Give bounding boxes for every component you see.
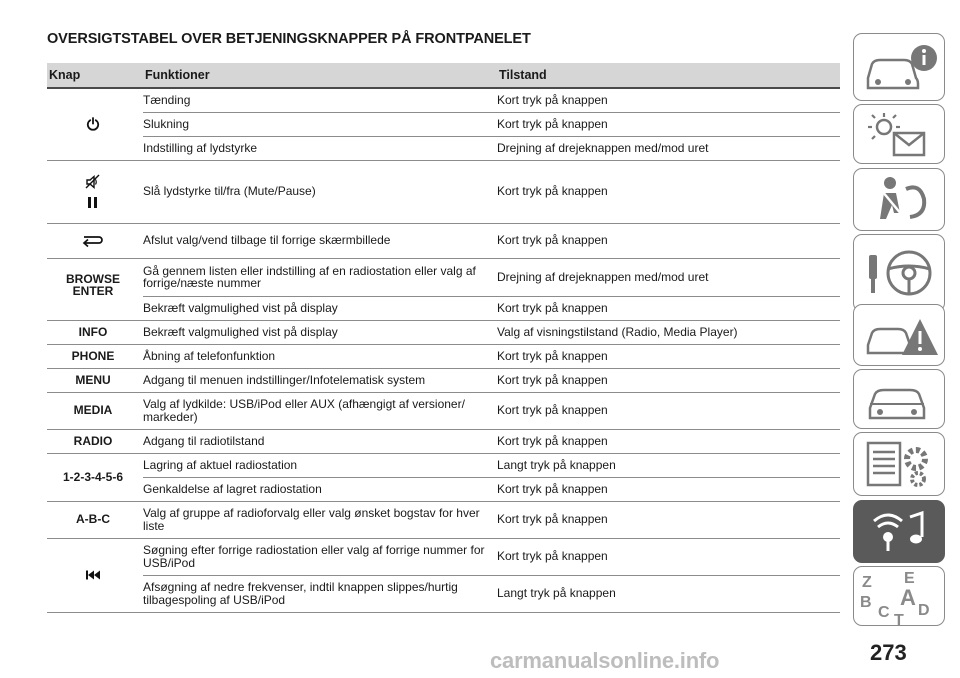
index-letter: A	[900, 585, 916, 610]
function-cell: Valg af lydkilde: USB/iPod eller AUX (afhængigt af versioner/ markeder)	[143, 392, 497, 429]
knap-cell: INFO	[47, 320, 143, 344]
mute-pause-icon	[83, 172, 103, 212]
index-tab[interactable]	[853, 566, 945, 626]
function-cell: Lagring af aktuel radiostation	[143, 453, 497, 477]
state-cell: Valg af visningstilstand (Radio, Media Player)	[497, 320, 840, 344]
table-row	[47, 112, 840, 136]
state-cell: Kort tryk på knappen	[497, 296, 840, 320]
list-gear-icon	[854, 433, 946, 497]
knap-cell	[47, 88, 143, 160]
table-row	[47, 368, 840, 392]
seatbelt-airbag-icon	[854, 169, 946, 232]
function-cell: Slukning	[143, 112, 497, 136]
state-cell: Drejning af drejeknappen med/mod uret	[497, 258, 840, 296]
warning-lights-icon	[854, 105, 946, 165]
state-cell: Kort tryk på knappen	[497, 160, 840, 223]
key-steering-wheel-icon	[854, 235, 946, 313]
knap-cell: MEDIA	[47, 392, 143, 429]
table-header-row	[47, 63, 840, 88]
table-row	[47, 575, 840, 612]
table-row	[47, 160, 840, 223]
table-row	[47, 88, 840, 112]
index-letter: D	[918, 602, 930, 619]
function-cell: Gå gennem listen eller indstilling af en radiostation eller valg af forrige/næste nummer	[143, 258, 497, 296]
knap-cell: A-B-C	[47, 501, 143, 538]
table-row	[47, 429, 840, 453]
watermark: carmanualsonline.info	[490, 648, 720, 673]
function-cell: Søgning efter forrige radiostation eller valg af forrige nummer for USB/iPod	[143, 538, 497, 575]
safety-tab[interactable]	[853, 168, 945, 231]
table-row	[47, 453, 840, 477]
knap-cell	[47, 160, 143, 223]
state-cell: Kort tryk på knappen	[497, 538, 840, 575]
function-cell: Slå lydstyrke til/fra (Mute/Pause)	[143, 160, 497, 223]
music-signal-icon	[854, 501, 946, 564]
table-row	[47, 296, 840, 320]
index-letter: C	[878, 604, 890, 621]
state-cell: Langt tryk på knappen	[497, 453, 840, 477]
state-cell: Kort tryk på knappen	[497, 368, 840, 392]
header-tilstand: Tilstand	[497, 63, 840, 88]
power-icon	[85, 116, 101, 132]
controls-table	[47, 63, 840, 613]
knap-cell: BROWSE ENTER	[47, 258, 143, 320]
page-title: OVERSIGTSTABEL OVER BETJENINGSKNAPPER PÅ FRONTPANELET	[47, 31, 531, 47]
function-cell: Adgang til radiotilstand	[143, 429, 497, 453]
table-row	[47, 258, 840, 296]
knap-cell: MENU	[47, 368, 143, 392]
table-row	[47, 320, 840, 344]
state-cell: Kort tryk på knappen	[497, 429, 840, 453]
state-cell: Kort tryk på knappen	[497, 392, 840, 429]
state-cell: Drejning af drejeknappen med/mod uret	[497, 136, 840, 160]
knap-cell: RADIO	[47, 429, 143, 453]
maintenance-tab[interactable]	[853, 369, 945, 429]
knap-cell	[47, 223, 143, 258]
function-cell: Genkaldelse af lagret radiostation	[143, 477, 497, 501]
function-cell: Tænding	[143, 88, 497, 112]
index-letter: B	[860, 594, 872, 611]
table-row	[47, 538, 840, 575]
car-info-tab[interactable]	[853, 33, 945, 101]
state-cell: Kort tryk på knappen	[497, 112, 840, 136]
function-cell: Afsøgning af nedre frekvenser, indtil knappen slippes/hurtig tilbagespoling af USB/iPod	[143, 575, 497, 612]
multimedia-tab[interactable]	[853, 500, 945, 563]
function-cell: Valg af gruppe af radioforvalg eller valg ønsket bogstav for hver liste	[143, 501, 497, 538]
back-icon	[81, 234, 105, 248]
table-row	[47, 136, 840, 160]
header-knap: Knap	[47, 63, 143, 88]
table-row	[47, 344, 840, 368]
emergency-tab[interactable]	[853, 304, 945, 366]
car-info-icon	[854, 34, 946, 102]
car-service-icon	[854, 370, 946, 430]
state-cell: Kort tryk på knappen	[497, 477, 840, 501]
state-cell: Kort tryk på knappen	[497, 223, 840, 258]
table-row	[47, 501, 840, 538]
table-row	[47, 223, 840, 258]
warning-lights-tab[interactable]	[853, 104, 945, 164]
index-letter: E	[904, 570, 915, 587]
warning-triangle-icon	[854, 305, 946, 367]
starting-driving-tab[interactable]	[853, 234, 945, 312]
alphabet-index-icon	[854, 567, 946, 627]
table-row	[47, 392, 840, 429]
header-funktioner: Funktioner	[143, 63, 497, 88]
knap-cell: PHONE	[47, 344, 143, 368]
function-cell: Bekræft valgmulighed vist på display	[143, 320, 497, 344]
skip-previous-icon	[85, 569, 101, 581]
knap-cell	[47, 538, 143, 612]
state-cell: Kort tryk på knappen	[497, 344, 840, 368]
knap-cell: 1-2-3-4-5-6	[47, 453, 143, 501]
function-cell: Afslut valg/vend tilbage til forrige skærmbillede	[143, 223, 497, 258]
state-cell: Langt tryk på knappen	[497, 575, 840, 612]
index-letter: T	[894, 612, 904, 627]
function-cell: Adgang til menuen indstillinger/Infotelematisk system	[143, 368, 497, 392]
page-number: 273	[870, 640, 907, 665]
function-cell: Åbning af telefonfunktion	[143, 344, 497, 368]
function-cell: Bekræft valgmulighed vist på display	[143, 296, 497, 320]
function-cell: Indstilling af lydstyrke	[143, 136, 497, 160]
table-row	[47, 477, 840, 501]
technical-data-tab[interactable]	[853, 432, 945, 496]
index-letter: Z	[862, 574, 872, 591]
state-cell: Kort tryk på knappen	[497, 88, 840, 112]
state-cell: Kort tryk på knappen	[497, 501, 840, 538]
